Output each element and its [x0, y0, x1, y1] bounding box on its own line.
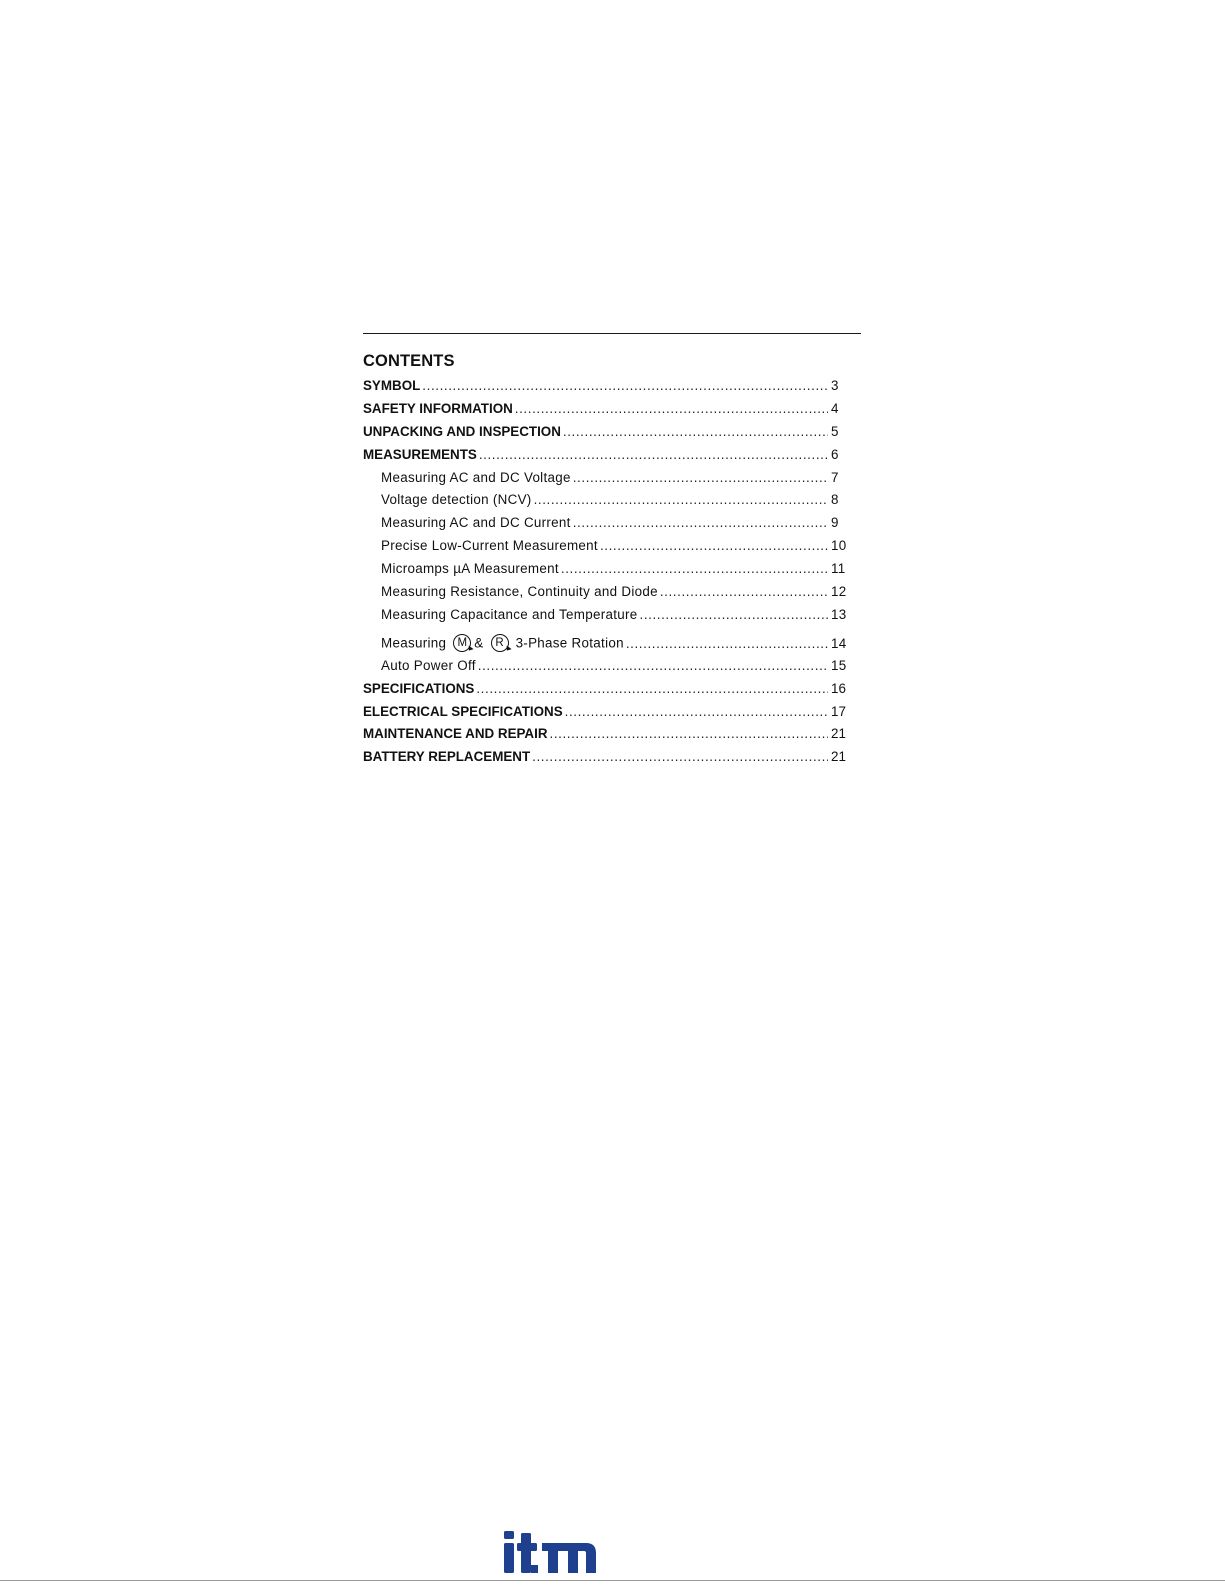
toc-entry-title: Voltage detection (NCV): [381, 492, 532, 508]
toc-entry-ac-dc-current[interactable]: [363, 515, 849, 538]
toc-entry-ac-dc-voltage[interactable]: [363, 470, 849, 493]
toc-entry-title: MEASUREMENTS: [363, 446, 477, 462]
toc-page-number: 16: [831, 680, 846, 696]
toc-entry-voltage-detection[interactable]: [363, 492, 849, 515]
toc-entry-capacitance-temperature[interactable]: [363, 607, 849, 630]
toc-entry-title: SYMBOL: [363, 378, 421, 393]
toc-page-number: 12: [831, 584, 847, 600]
toc-entry-resistance-continuity-diode[interactable]: [363, 584, 849, 607]
toc-page-number: 10: [831, 538, 847, 554]
toc-page-number: 7: [831, 469, 839, 485]
dot-leader: [561, 561, 828, 576]
toc-entry-symbol[interactable]: [363, 378, 849, 401]
dot-leader: [573, 470, 828, 485]
toc-entry-unpacking-and-inspection[interactable]: [363, 424, 849, 447]
header-rule: [363, 333, 861, 334]
dot-leader: [573, 515, 828, 530]
toc-page-number: 17: [831, 703, 846, 719]
toc-entry-title: UNPACKING AND INSPECTION: [363, 423, 561, 439]
dot-leader: [479, 447, 828, 462]
toc-entry-title: SPECIFICATIONS: [363, 680, 475, 696]
toc-page-number: 3: [831, 378, 839, 393]
dot-leader: [640, 607, 829, 622]
toc-page-number: 9: [831, 515, 839, 531]
toc-entry-title-end: 3-Phase Rotation: [515, 635, 624, 651]
toc-page-number: 6: [831, 446, 839, 462]
dot-leader: [626, 636, 828, 651]
table-of-contents: [363, 378, 849, 772]
toc-entry-title: Measuring Resistance, Continuity and Diode: [381, 584, 658, 600]
motor-rotation-icon: M: [453, 634, 471, 652]
toc-entry-phase-rotation[interactable]: [363, 630, 849, 658]
toc-page-number: 21: [831, 726, 846, 742]
dot-leader: [534, 492, 828, 507]
dot-leader: [478, 658, 828, 673]
itm-logo: [504, 1531, 596, 1573]
toc-page-number: 5: [831, 423, 839, 439]
dot-leader: [660, 584, 828, 599]
toc-entry-title: MAINTENANCE AND REPAIR: [363, 726, 548, 742]
dot-leader: [565, 704, 828, 719]
toc-page-number: 15: [831, 657, 847, 673]
toc-page-number: 11: [831, 561, 846, 577]
toc-entry-title: ELECTRICAL SPECIFICATIONS: [363, 703, 563, 719]
toc-entry-title: Measuring Capacitance and Temperature: [381, 606, 638, 622]
phase-rotation-icon: R: [491, 634, 509, 652]
toc-entry-specifications[interactable]: [363, 681, 849, 704]
dot-leader: [515, 401, 828, 416]
toc-entry-title: [381, 635, 624, 653]
dot-leader: [476, 681, 828, 696]
toc-entry-safety-information[interactable]: [363, 401, 849, 424]
toc-entry-title: Auto Power Off: [381, 657, 476, 673]
contents-heading: CONTENTS: [363, 352, 455, 370]
dot-leader: [422, 378, 828, 393]
dot-leader: [600, 538, 828, 553]
toc-entry-title: BATTERY REPLACEMENT: [363, 749, 531, 765]
dot-leader: [563, 424, 828, 439]
toc-page-number: 8: [831, 492, 839, 508]
toc-entry-battery-replacement[interactable]: [363, 749, 849, 772]
toc-entry-title-start: Measuring: [381, 635, 447, 651]
page-bottom-edge: [0, 1580, 1225, 1581]
toc-entry-title: Microamps µA Measurement: [381, 561, 559, 577]
dot-leader: [532, 749, 828, 764]
toc-entry-microamps[interactable]: [363, 561, 849, 584]
toc-entry-measurements[interactable]: [363, 447, 849, 470]
toc-page-number: 14: [831, 636, 847, 652]
toc-entry-title: SAFETY INFORMATION: [363, 400, 513, 416]
toc-entry-low-current[interactable]: [363, 538, 849, 561]
dot-leader: [550, 726, 829, 741]
toc-entry-title: Precise Low-Current Measurement: [381, 538, 598, 554]
toc-entry-electrical-specifications[interactable]: [363, 704, 849, 727]
toc-entry-auto-power-off[interactable]: [363, 658, 849, 681]
toc-entry-maintenance-and-repair[interactable]: [363, 726, 849, 749]
toc-page-number: 21: [831, 749, 846, 765]
toc-page-number: 13: [831, 606, 847, 622]
ampersand-text: &: [474, 635, 484, 651]
toc-entry-title: Measuring AC and DC Current: [381, 515, 571, 531]
toc-entry-title: Measuring AC and DC Voltage: [381, 469, 571, 485]
toc-page-number: 4: [831, 400, 839, 416]
